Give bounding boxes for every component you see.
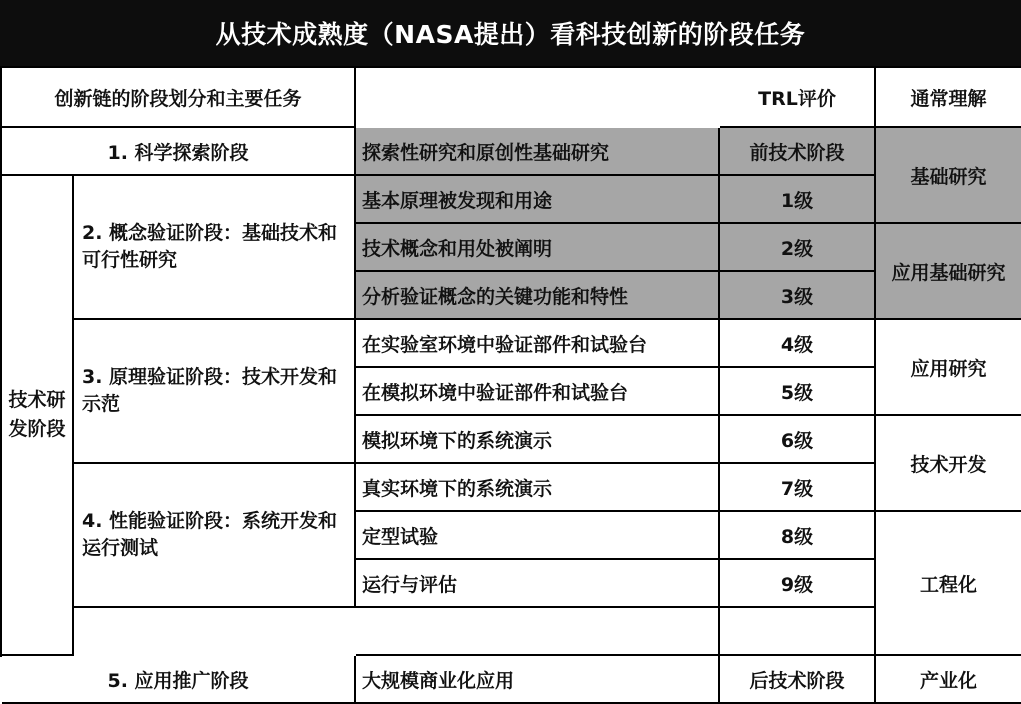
- task-cell: 在实验室环境中验证部件和试验台: [356, 320, 720, 368]
- trl-cell: 8级: [720, 512, 876, 560]
- group-label-tech-rd: 技术研发阶段: [2, 176, 74, 656]
- trl-table: [0, 66, 1021, 692]
- page-title: 从技术成熟度（NASA提出）看科技创新的阶段任务: [0, 0, 1021, 66]
- understanding-cell: 基础研究: [876, 128, 1021, 224]
- understanding-cell: 应用研究: [876, 320, 1021, 416]
- understanding-cell: 应用基础研究: [876, 224, 1021, 320]
- task-cell: 真实环境下的系统演示: [356, 464, 720, 512]
- trl-cell: 9级: [720, 560, 876, 608]
- stage-5-label: 5. 应用推广阶段: [2, 656, 356, 704]
- stage-1-label: 1. 科学探索阶段: [2, 128, 356, 176]
- header-common-understanding: 通常理解: [876, 68, 1021, 128]
- task-cell: 分析验证概念的关键功能和特性: [356, 272, 720, 320]
- task-cell: 定型试验: [356, 512, 720, 560]
- trl-cell: 4级: [720, 320, 876, 368]
- understanding-cell: 技术开发: [876, 416, 1021, 512]
- trl-cell-empty: [720, 608, 876, 656]
- header-trl: TRL评价: [720, 68, 876, 128]
- understanding-cell: 工程化: [876, 512, 1021, 656]
- trl-cell: 3级: [720, 272, 876, 320]
- task-cell: 运行与评估: [356, 560, 720, 608]
- trl-cell: 1级: [720, 176, 876, 224]
- trl-cell: 2级: [720, 224, 876, 272]
- trl-cell: 后技术阶段: [720, 656, 876, 704]
- stage-3-label: 3. 原理验证阶段：技术开发和示范: [74, 320, 356, 464]
- header-stages: 创新链的阶段划分和主要任务: [2, 68, 356, 128]
- trl-cell: 6级: [720, 416, 876, 464]
- task-cell: 探索性研究和原创性基础研究: [356, 128, 720, 176]
- trl-cell: 5级: [720, 368, 876, 416]
- understanding-cell: 产业化: [876, 656, 1021, 704]
- task-cell-empty: [356, 608, 720, 656]
- task-cell: 大规模商业化应用: [356, 656, 720, 704]
- task-cell: 在模拟环境中验证部件和试验台: [356, 368, 720, 416]
- task-cell: 模拟环境下的系统演示: [356, 416, 720, 464]
- task-cell: 技术概念和用处被阐明: [356, 224, 720, 272]
- stage-2-label: 2. 概念验证阶段：基础技术和可行性研究: [74, 176, 356, 320]
- task-cell: 基本原理被发现和用途: [356, 176, 720, 224]
- trl-cell: 前技术阶段: [720, 128, 876, 176]
- trl-cell: 7级: [720, 464, 876, 512]
- stage-4-label: 4. 性能验证阶段：系统开发和运行测试: [74, 464, 356, 608]
